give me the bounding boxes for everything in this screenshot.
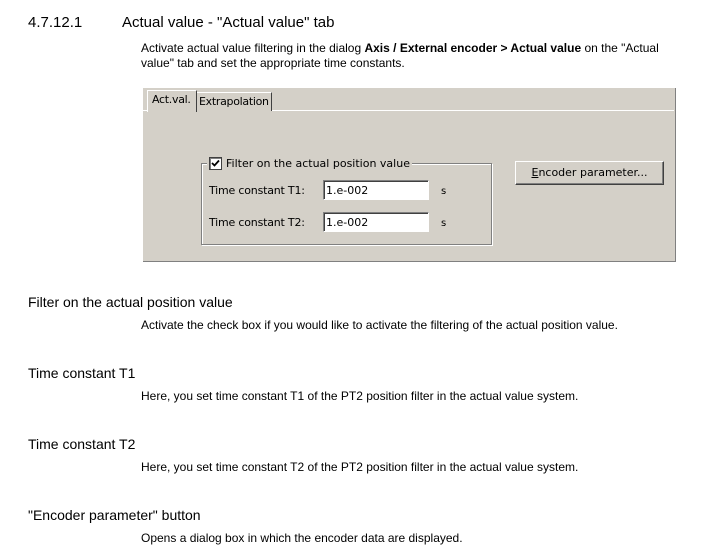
- text-t1: Here, you set time constant T1 of the PT2 position filter in the actual value system.: [141, 389, 579, 403]
- heading-t2: Time constant T2: [28, 436, 136, 452]
- heading-filter: Filter on the actual position value: [28, 294, 233, 310]
- filter-checkbox-label: Filter on the actual position value: [226, 156, 410, 170]
- encoder-parameter-button[interactable]: [515, 161, 664, 185]
- checkmark-icon: [210, 158, 221, 169]
- heading-encoder-button: "Encoder parameter" button: [28, 507, 201, 523]
- t1-unit: s: [441, 186, 447, 197]
- button-mnemonic: E: [531, 166, 539, 179]
- tab-extrapolation[interactable]: Extrapolation: [194, 92, 272, 111]
- button-label: ncoder parameter...: [538, 166, 648, 179]
- heading-t1: Time constant T1: [28, 365, 136, 381]
- t1-input[interactable]: 1.e-002: [323, 180, 429, 200]
- section-number: 4.7.12.1: [28, 14, 83, 31]
- t2-unit: s: [441, 218, 447, 229]
- text-filter: Activate the check box if you would like to activate the filtering of the actual position value.: [141, 318, 618, 332]
- intro-text-1: Activate actual value filtering in the dialog: [141, 41, 365, 55]
- t2-input[interactable]: 1.e-002: [323, 212, 429, 232]
- t1-label: Time constant T1:: [209, 184, 305, 197]
- intro-text-2: on the "Actual value" tab and set the appropriate time constants.: [141, 41, 659, 70]
- intro-paragraph: [141, 41, 681, 71]
- text-t2: Here, you set time constant T2 of the PT2 position filter in the actual value system.: [141, 460, 579, 474]
- filter-checkbox-row[interactable]: [207, 156, 412, 170]
- actual-value-dialog: [142, 87, 676, 262]
- text-encoder-button: Opens a dialog box in which the encoder data are displayed.: [141, 531, 463, 545]
- section-title: Actual value - "Actual value" tab: [122, 14, 335, 31]
- filter-checkbox[interactable]: [209, 157, 222, 170]
- t2-label: Time constant T2:: [209, 216, 305, 229]
- intro-menu-path: Axis / External encoder > Actual value: [364, 41, 582, 55]
- tab-act-val[interactable]: Act.val.: [147, 90, 197, 112]
